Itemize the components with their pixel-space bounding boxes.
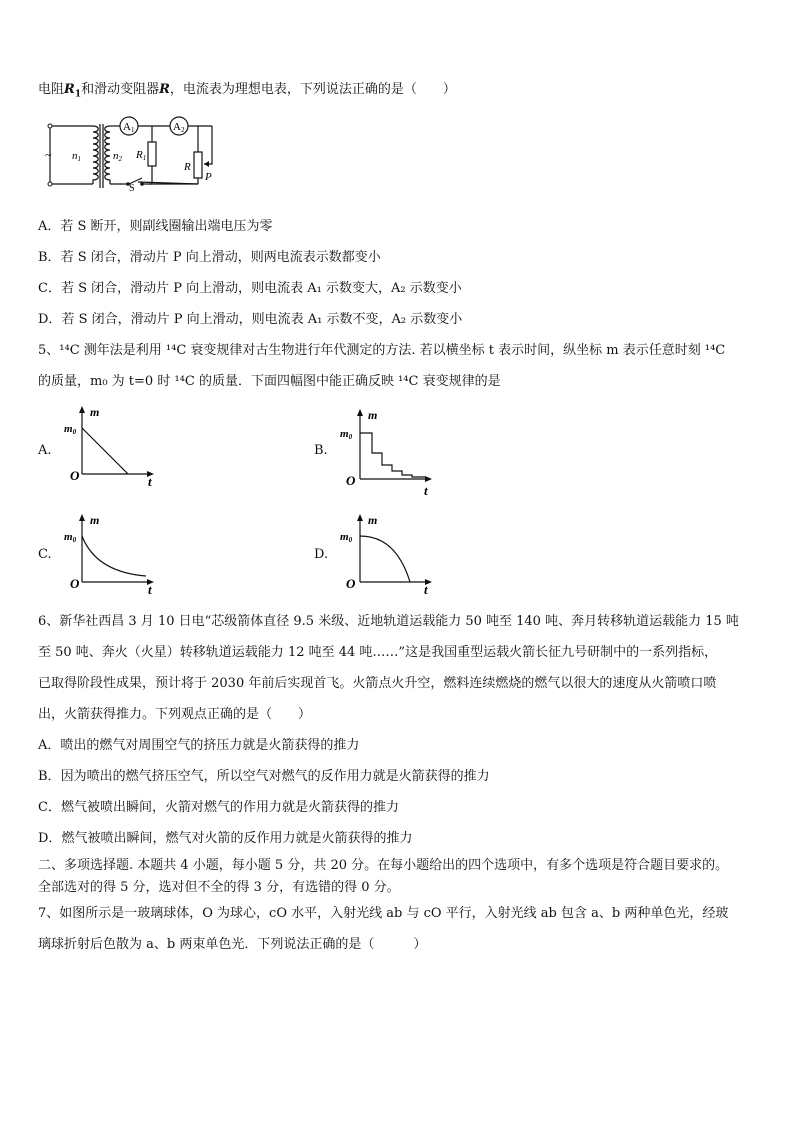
q4-stem-mid: 和滑动变阻器 bbox=[81, 82, 160, 97]
q7-stem-line1: 7、如图所示是一玻璃球体，O 为球心，cO 水平，入射光线 ab 与 cO 平行，入射光线 ab 包含 a、b 两种单色光，经玻 bbox=[38, 906, 729, 921]
q4-option-a[interactable]: A．若 S 断开，则副线圈输出端电压为零 bbox=[38, 219, 273, 234]
n1-label: n1 bbox=[72, 150, 81, 163]
q6-stem-line3: 已取得阶段性成果，预计将于 2030 年前后实现首飞。火箭点火升空，燃料连续燃烧的燃气以很大的速度从火箭喷口喷 bbox=[38, 676, 717, 691]
s-label: S bbox=[129, 183, 135, 194]
q4-stem bbox=[38, 82, 456, 103]
q6-option-a[interactable]: A．喷出的燃气对周围空气的挤压力就是火箭获得的推力 bbox=[38, 738, 360, 753]
p-label: P bbox=[205, 171, 212, 183]
ammeter-a2-label: A2 bbox=[173, 121, 185, 134]
q4-r1-symbol: R bbox=[64, 82, 75, 97]
axis-m: m bbox=[90, 405, 100, 419]
axis-origin: O bbox=[346, 473, 356, 488]
q5-graph-a[interactable] bbox=[62, 404, 172, 486]
section2-heading-line2: 全部选对的得 5 分，选对但不全的得 3 分，有选错的得 0 分。 bbox=[38, 880, 400, 895]
q5-graph-d[interactable] bbox=[338, 512, 448, 594]
q4-stem-prefix: 电阻 bbox=[38, 82, 65, 97]
axis-origin: O bbox=[70, 576, 80, 591]
n2-label: n2 bbox=[113, 150, 122, 163]
q4-r-symbol: R bbox=[159, 82, 170, 97]
q5-stem-line2: 的质量，m₀ 为 t=0 时 ¹⁴C 的质量．下面四幅图中能正确反映 ¹⁴C 衰变规律的是 bbox=[38, 374, 501, 389]
q5-graph-b[interactable] bbox=[338, 407, 448, 497]
r-label: R bbox=[184, 161, 191, 173]
axis-m: m bbox=[368, 513, 378, 527]
axis-m0: m0 bbox=[64, 531, 77, 544]
q6-option-b[interactable]: B．因为喷出的燃气挤压空气，所以空气对燃气的反作用力就是火箭获得的推力 bbox=[38, 769, 490, 784]
q4-option-b[interactable]: B．若 S 闭合，滑动片 P 向上滑动，则两电流表示数都变小 bbox=[38, 250, 381, 265]
q4-option-d[interactable]: D．若 S 闭合，滑动片 P 向上滑动，则电流表 A₁ 示数不变，A₂ 示数变小 bbox=[38, 312, 463, 327]
transformer-circuit-diagram bbox=[38, 112, 218, 197]
r1-label: R1 bbox=[136, 149, 147, 162]
axis-origin: O bbox=[70, 468, 80, 483]
axis-m0: m0 bbox=[340, 531, 353, 544]
ammeter-a1-label: A1 bbox=[123, 121, 135, 134]
axis-m: m bbox=[368, 408, 378, 422]
q5-option-b-label[interactable]: B. bbox=[314, 443, 328, 458]
q6-option-d[interactable]: D．燃气被喷出瞬间，燃气对火箭的反作用力就是火箭获得的推力 bbox=[38, 831, 413, 846]
section2-heading-line1: 二、多项选择题. 本题共 4 小题，每小题 5 分，共 20 分。在每小题给出的四个选项中，有多个选项是符合题目要求的。 bbox=[38, 858, 729, 873]
q5-stem-line1: 5、¹⁴C 测年法是利用 ¹⁴C 衰变规律对古生物进行年代测定的方法. 若以横坐标 t 表示时间，纵坐标 m 表示任意时刻 ¹⁴C bbox=[38, 343, 726, 358]
ac-source-symbol: ~ bbox=[45, 148, 52, 162]
q5-option-a-label[interactable]: A. bbox=[38, 443, 52, 458]
q6-option-c[interactable]: C．燃气被喷出瞬间，火箭对燃气的作用力就是火箭获得的推力 bbox=[38, 800, 399, 815]
q4-option-c[interactable]: C．若 S 闭合，滑动片 P 向上滑动，则电流表 A₁ 示数变大，A₂ 示数变小 bbox=[38, 281, 462, 296]
axis-t: t bbox=[424, 483, 428, 497]
axis-t: t bbox=[148, 582, 152, 594]
q5-option-d-label[interactable]: D. bbox=[314, 547, 329, 562]
q4-r1-subscript: 1 bbox=[74, 89, 82, 100]
q6-stem-line2: 至 50 吨、奔火（火星）转移轨道运载能力 12 吨至 44 吨……”这是我国重型运载火箭长征九号研制中的一系列指标， bbox=[38, 645, 718, 660]
axis-origin: O bbox=[346, 576, 356, 591]
axis-m: m bbox=[90, 513, 100, 527]
q5-graph-c[interactable] bbox=[62, 512, 172, 594]
axis-t: t bbox=[424, 582, 428, 594]
axis-m0: m0 bbox=[340, 428, 353, 441]
q5-option-c-label[interactable]: C. bbox=[38, 547, 52, 562]
q6-stem-line4: 出，火箭获得推力。下列观点正确的是（ ） bbox=[38, 707, 312, 722]
axis-m0: m0 bbox=[64, 423, 77, 436]
q6-stem-line1: 6、新华社西昌 3 月 10 日电“芯级箭体直径 9.5 米级、近地轨道运载能力 50 吨至 140 吨、奔月转移轨道运载能力 15 吨 bbox=[38, 614, 739, 629]
q4-stem-suffix: ，电流表为理想电表，下列说法正确的是（ ） bbox=[169, 82, 456, 97]
q7-stem-line2: 璃球折射后色散为 a、b 两束单色光．下列说法正确的是（ ） bbox=[38, 937, 427, 952]
axis-t: t bbox=[148, 474, 152, 486]
